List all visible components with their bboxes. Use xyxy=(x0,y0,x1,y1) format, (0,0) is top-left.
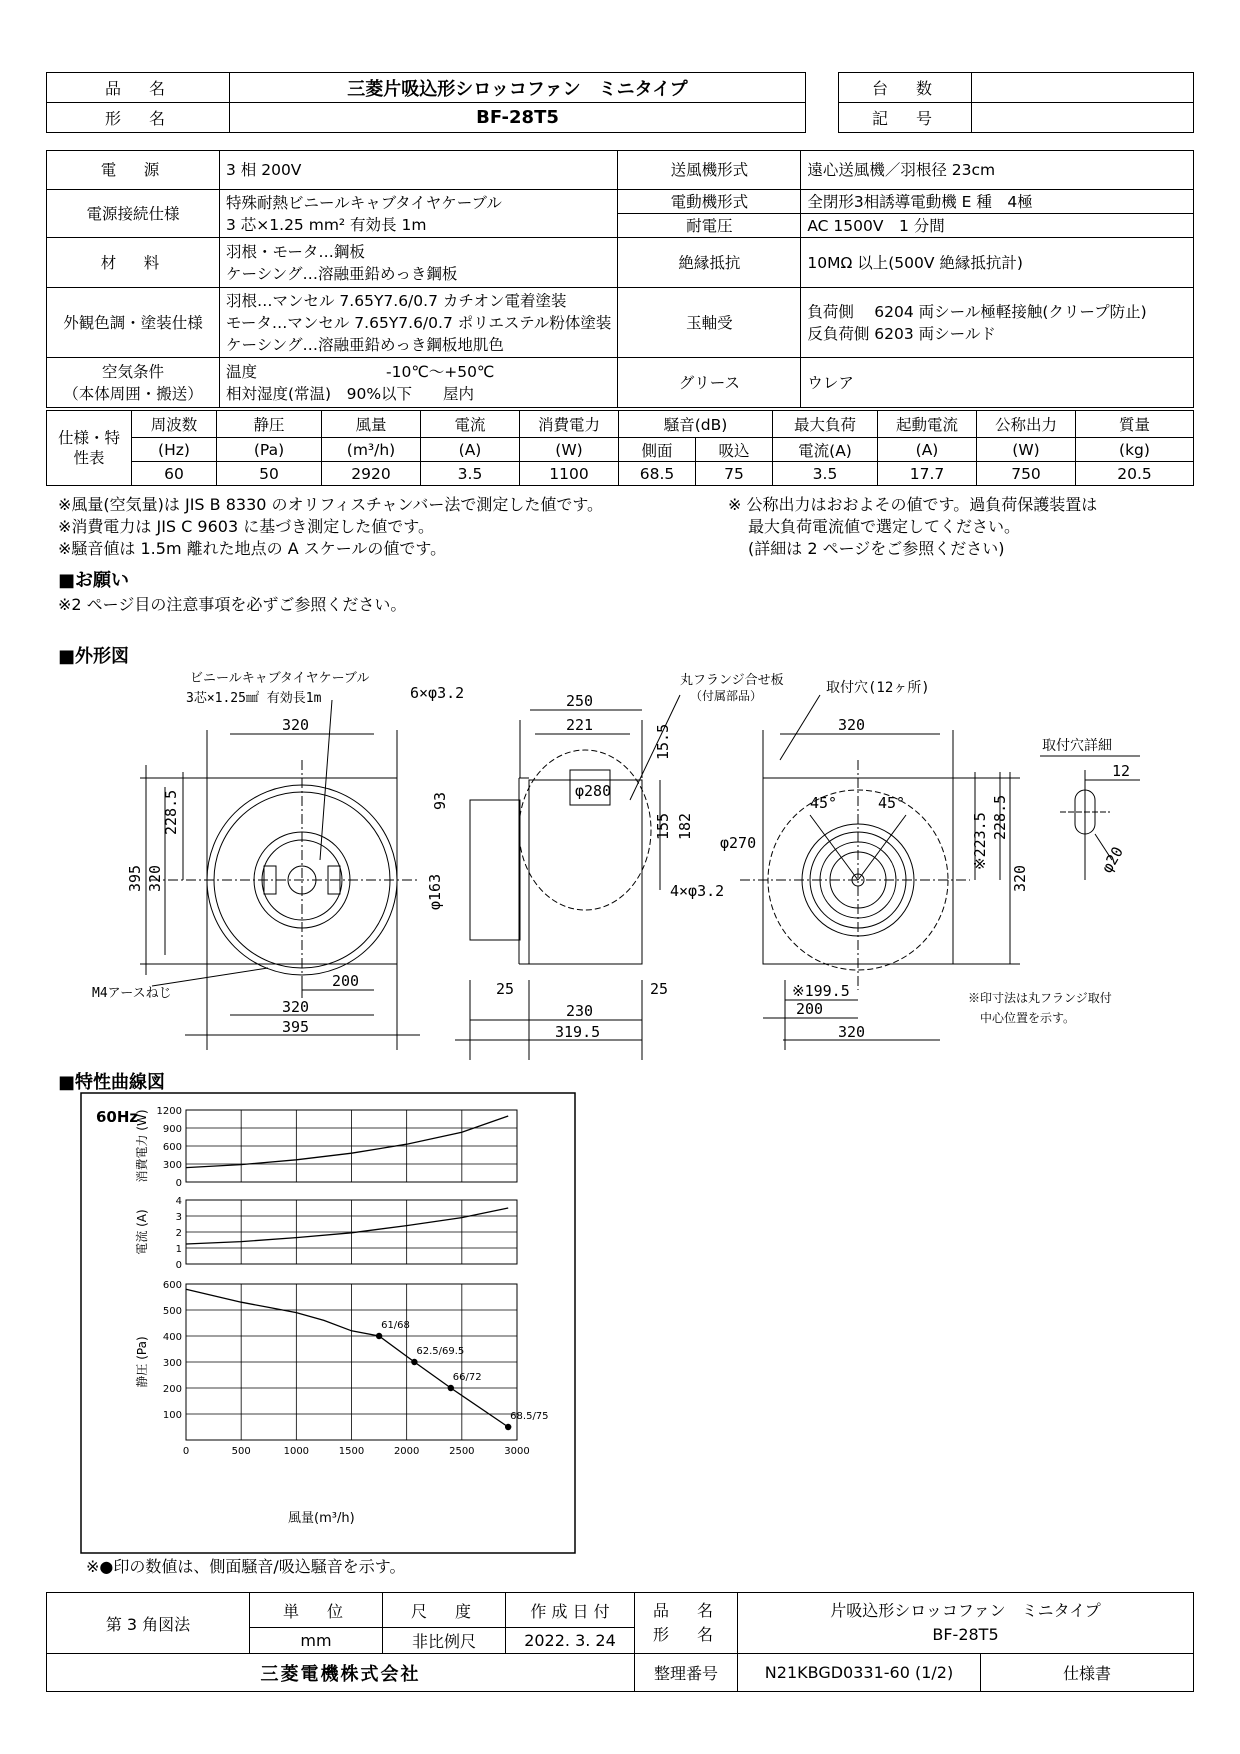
chart-panel-1-ytick: 2 xyxy=(175,1228,182,1239)
note-output-2: 最大負荷電流値で選定してください。 xyxy=(748,517,1021,536)
outline-drawing xyxy=(0,660,1240,1060)
characteristic-chart xyxy=(80,1092,576,1554)
perf-u-airflow: (m³/h) xyxy=(322,438,421,462)
flange-label-2: （付属部品） xyxy=(690,689,763,703)
perf-v-maxload: 3.5 xyxy=(773,462,878,486)
air-label-line1: 空気条件 xyxy=(101,362,164,381)
dim-back-228-5: 228.5 xyxy=(991,794,1009,840)
perf-u-output: (W) xyxy=(977,438,1076,462)
perf-v-pressure: 50 xyxy=(217,462,322,486)
insulation-label: 絶縁抵抗 xyxy=(618,238,801,288)
air-label-line2: （本体周囲・搬送） xyxy=(63,384,203,403)
finish-line2: モータ…マンセル 7.65Y7.6/0.7 ポリエステル粉体塗装 xyxy=(226,313,612,332)
footer-product-model: BF-28T5 xyxy=(932,1625,999,1644)
perf-v-output: 750 xyxy=(977,462,1076,486)
perf-u-maxload: 電流(A) xyxy=(773,438,878,462)
chart-panel-1-ytick: 4 xyxy=(175,1196,182,1207)
chart-panel-2-ytick: 400 xyxy=(162,1332,182,1343)
chart-xtick: 1000 xyxy=(283,1446,310,1457)
dim-back-45-right: 45° xyxy=(878,794,906,812)
dim-front-200: 200 xyxy=(332,972,360,990)
chart-panel-0-ylabel: 消費電力 (W) xyxy=(135,1109,149,1183)
date-value: 2022. 3. 24 xyxy=(506,1628,635,1654)
mount-holes-label: 取付穴(12ヶ所) xyxy=(826,680,930,696)
air-value-line1 xyxy=(226,361,611,383)
grease-label: グリース xyxy=(618,358,801,408)
dim-front-395-h: 395 xyxy=(282,1018,310,1036)
finish-value xyxy=(220,288,618,358)
cable-label-2: 3芯×1.25㎟ 有効長1m xyxy=(186,691,322,706)
dim-side-319-5: 319.5 xyxy=(555,1023,601,1041)
chart-panel-2-ytick: 500 xyxy=(162,1306,182,1317)
chart-xtick: 500 xyxy=(231,1446,251,1457)
chart-panel-1-ylabel: 電流 (A) xyxy=(135,1209,149,1255)
chart-panel-0-ytick: 600 xyxy=(162,1142,182,1153)
dim-front-228-5: 228.5 xyxy=(162,789,180,835)
perf-u-noise-intake: 吸込 xyxy=(696,438,773,462)
detail-label: 取付穴詳細 xyxy=(1042,738,1112,754)
perf-v-startcurrent: 17.7 xyxy=(878,462,977,486)
request-text: ※2 ページ目の注意事項を必ずご参照ください。 xyxy=(58,595,407,614)
dim-front-320-v: 320 xyxy=(146,864,164,892)
dim-front-320-bottom: 320 xyxy=(282,998,310,1016)
outline-title: ■外形図 xyxy=(58,646,130,667)
spec-table xyxy=(46,150,1194,408)
model-label: 形 名 xyxy=(47,103,230,133)
chart-panel-0-ytick: 900 xyxy=(162,1124,182,1135)
chart-xtick: 1500 xyxy=(338,1446,365,1457)
chart-xlabel: 風量(m³/h) xyxy=(288,1511,355,1526)
perf-h-current: 電流 xyxy=(421,411,520,438)
unit-value: mm xyxy=(250,1628,383,1654)
dim-back-223-5: ※223.5 xyxy=(971,812,989,870)
qty-value xyxy=(972,73,1194,103)
air-value-line2: 相対湿度(常温) 90%以下 屋内 xyxy=(226,384,475,403)
perf-v-power: 1100 xyxy=(520,462,619,486)
scale-value: 非比例尺 xyxy=(383,1628,506,1654)
dim-back-199-5: ※199.5 xyxy=(792,982,850,1000)
chart-panel-1-curve xyxy=(186,1208,508,1244)
perf-h-output: 公称出力 xyxy=(977,411,1076,438)
quantity-table xyxy=(838,72,1194,133)
chart-frame xyxy=(81,1093,575,1553)
chart-point-label: 66/72 xyxy=(452,1372,482,1383)
projection: 第 3 角図法 xyxy=(47,1593,250,1654)
fan-type-value: 遠心送風機／羽根径 23cm xyxy=(801,151,1194,190)
chart-panel-1-ytick: 1 xyxy=(175,1244,182,1255)
dim-side-250: 250 xyxy=(566,692,594,710)
request-title: ■お願い xyxy=(58,570,130,591)
dim-front-395-v: 395 xyxy=(126,864,144,892)
dim-holes-6: 6×φ3.2 xyxy=(410,684,465,702)
footer-name-model-labels xyxy=(635,1593,738,1654)
dim-back-200: 200 xyxy=(796,1000,824,1018)
dim-side-25-right: 25 xyxy=(650,980,669,998)
dim-side-163: φ163 xyxy=(426,873,444,910)
mark-label: 記 号 xyxy=(839,103,972,133)
ref-label: 整理番号 xyxy=(635,1654,738,1692)
perf-h-airflow: 風量 xyxy=(322,411,421,438)
chart-xtick: 2500 xyxy=(449,1446,475,1457)
insulation-value: 10MΩ 以上(500V 絶縁抵抗計) xyxy=(801,238,1194,288)
conn-value-line1: 特殊耐熱ビニールキャブタイヤケーブル xyxy=(226,193,502,212)
chart-panel-1-ytick: 0 xyxy=(175,1260,182,1271)
bearing-value xyxy=(801,288,1194,358)
finish-line3: ケーシング…溶融亜鉛めっき鋼板地肌色 xyxy=(226,335,504,354)
motor-label: 電動機形式 xyxy=(618,190,801,214)
bearing-label: 玉軸受 xyxy=(618,288,801,358)
air-value xyxy=(220,358,618,408)
dim-side-93: 93 xyxy=(431,791,449,810)
perf-h-noise: 騒音(dB) xyxy=(619,411,773,438)
chart-panel-2-ytick: 600 xyxy=(162,1280,182,1291)
chart-panel-0-ytick: 1200 xyxy=(156,1106,182,1117)
perf-u-pressure: (Pa) xyxy=(217,438,322,462)
curve-title: ■特性曲線図 xyxy=(58,1072,166,1093)
material-line1: 羽根・モータ…鋼板 xyxy=(226,242,365,261)
chart-panel-1-ytick: 3 xyxy=(175,1212,182,1223)
chart-panel-2-ytick: 100 xyxy=(162,1410,182,1421)
fan-type-label: 送風機形式 xyxy=(618,151,801,190)
perf-row-label: 仕様・特性表 xyxy=(47,411,132,486)
material-line2: ケーシング…溶融亜鉛めっき鋼板 xyxy=(226,264,458,283)
perf-v-freq: 60 xyxy=(132,462,217,486)
ref-number: N21KBGD0331-60 (1/2) xyxy=(738,1654,981,1692)
perf-u-noise-side: 側面 xyxy=(619,438,696,462)
date-label: 作 成 日 付 xyxy=(506,1593,635,1628)
chart-frequency-label: 60Hz xyxy=(96,1108,139,1126)
footer-table xyxy=(46,1592,1194,1692)
dim-back-320-v: 320 xyxy=(1011,864,1029,892)
withstand-label: 耐電圧 xyxy=(618,214,801,238)
curve-note: ※●印の数値は、側面騒音/吸込騒音を示す。 xyxy=(86,1557,406,1576)
finish-label: 外観色調・塗装仕様 xyxy=(47,288,220,358)
conn-value-line2: 3 芯×1.25 mm² 有効長 1m xyxy=(226,215,427,234)
material-value xyxy=(220,238,618,288)
dim-side-15-5: 15.5 xyxy=(654,723,672,760)
dim-side-230: 230 xyxy=(566,1002,594,1020)
dim-front-320-top: 320 xyxy=(282,716,310,734)
scale-label: 尺 度 xyxy=(383,1593,506,1628)
chart-point xyxy=(411,1359,417,1365)
perf-h-pressure: 静圧 xyxy=(217,411,322,438)
unit-label: 単 位 xyxy=(250,1593,383,1628)
power-value: 3 相 200V xyxy=(220,151,618,190)
chart-panel-0-ytick: 300 xyxy=(162,1160,182,1171)
model-number: BF-28T5 xyxy=(230,103,806,133)
dim-back-320-top: 320 xyxy=(838,716,866,734)
chart-panel-0-ytick: 0 xyxy=(175,1178,182,1189)
dim-side-221: 221 xyxy=(566,716,594,734)
perf-h-startcurrent: 起動電流 xyxy=(878,411,977,438)
earth-screw-label: M4アースねじ xyxy=(92,986,172,1001)
flange-label-1: 丸フランジ合せ板 xyxy=(680,673,784,688)
bearing-line2: 反負荷側 6203 両シールド xyxy=(807,324,996,343)
chart-point xyxy=(376,1333,382,1339)
withstand-value: AC 1500V 1 分間 xyxy=(801,214,1194,238)
perf-h-mass: 質量 xyxy=(1076,411,1194,438)
power-label: 電 源 xyxy=(47,151,220,190)
note-power: ※消費電力は JIS C 9603 に基づき測定した値です。 xyxy=(58,517,434,536)
motor-value: 全閉形3相誘導電動機 E 種 4極 xyxy=(801,190,1194,214)
mark-note-2: 中心位置を示す。 xyxy=(980,1011,1076,1025)
air-label xyxy=(47,358,220,408)
cable-label-1: ビニールキャブタイヤケーブル xyxy=(190,671,370,686)
perf-v-noise-intake: 75 xyxy=(696,462,773,486)
chart-point-label: 68.5/75 xyxy=(510,1411,549,1422)
chart-point-label: 61/68 xyxy=(381,1320,410,1331)
perf-v-current: 3.5 xyxy=(421,462,520,486)
mark-note-1: ※印寸法は丸フランジ取付 xyxy=(968,991,1112,1005)
footer-model-label: 形 名 xyxy=(652,1625,719,1644)
air-temp-label: 温度 xyxy=(226,362,258,381)
dim-side-25-left: 25 xyxy=(496,980,515,998)
header-table xyxy=(46,72,806,133)
conn-label: 電源接続仕様 xyxy=(47,190,220,238)
perf-h-power: 消費電力 xyxy=(520,411,619,438)
dim-back-holes-4: 4×φ3.2 xyxy=(670,882,725,900)
chart-panel-2-ylabel: 静圧 (Pa) xyxy=(135,1336,149,1388)
side-view-casing xyxy=(529,780,642,964)
note-output-3: (詳細は 2 ページをご参照ください) xyxy=(748,539,1005,558)
footer-product-name: 片吸込形シロッコファン ミニタイプ xyxy=(830,1601,1101,1620)
dim-detail-20: φ20 xyxy=(1097,843,1128,876)
chart-point xyxy=(505,1424,511,1430)
perf-u-startcurrent: (A) xyxy=(878,438,977,462)
grease-value: ウレア xyxy=(801,358,1194,408)
air-temp-range: -10℃～+50℃ xyxy=(386,362,495,381)
dim-back-320-bottom: 320 xyxy=(838,1023,866,1041)
bearing-line1: 負荷側 6204 両シール極軽接触(クリープ防止) xyxy=(807,302,1147,321)
side-view-motor xyxy=(470,800,520,940)
chart-xtick: 0 xyxy=(182,1446,190,1457)
dim-back-270: φ270 xyxy=(720,834,757,852)
footer-product xyxy=(738,1593,1194,1654)
chart-point xyxy=(448,1385,454,1391)
perf-h-freq: 周波数 xyxy=(132,411,217,438)
mark-value xyxy=(972,103,1194,133)
product-name: 三菱片吸込形シロッコファン ミニタイプ xyxy=(230,73,806,103)
doc-type: 仕様書 xyxy=(981,1654,1194,1692)
note-airflow: ※風量(空気量)は JIS B 8330 のオリフィスチャンバー法で測定した値です。 xyxy=(58,495,604,514)
performance-table xyxy=(46,410,1194,486)
note-output-1: ※ 公称出力はおおよその値です。過負荷保護装置は xyxy=(728,495,1098,514)
footer-name-label: 品 名 xyxy=(652,1601,719,1620)
finish-line1: 羽根…マンセル 7.65Y7.6/0.7 カチオン電着塗装 xyxy=(226,291,567,310)
qty-label: 台 数 xyxy=(839,73,972,103)
chart-panel-2-ytick: 200 xyxy=(162,1384,182,1395)
conn-value xyxy=(220,190,618,238)
dim-detail-12: 12 xyxy=(1112,762,1131,780)
chart-panel-2-ytick: 300 xyxy=(162,1358,182,1369)
perf-v-mass: 20.5 xyxy=(1076,462,1194,486)
name-label: 品 名 xyxy=(47,73,230,103)
dim-back-45-left: 45° xyxy=(810,794,838,812)
dim-side-280: φ280 xyxy=(575,782,612,800)
perf-v-airflow: 2920 xyxy=(322,462,421,486)
perf-v-noise-side: 68.5 xyxy=(619,462,696,486)
material-label: 材 料 xyxy=(47,238,220,288)
chart-xtick: 2000 xyxy=(393,1446,420,1457)
perf-u-current: (A) xyxy=(421,438,520,462)
dim-side-155: 155 xyxy=(654,812,672,840)
company-name: 三菱電機株式会社 xyxy=(47,1654,635,1692)
chart-xtick: 3000 xyxy=(504,1446,530,1457)
note-noise: ※騒音値は 1.5m 離れた地点の A スケールの値です。 xyxy=(58,539,447,558)
perf-h-maxload: 最大負荷 xyxy=(773,411,878,438)
perf-u-power: (W) xyxy=(520,438,619,462)
chart-point-label: 62.5/69.5 xyxy=(416,1346,465,1357)
perf-u-freq: (Hz) xyxy=(132,438,217,462)
chart-panel-0-curve xyxy=(186,1116,508,1168)
dim-side-182: 182 xyxy=(676,812,694,840)
perf-u-mass: (kg) xyxy=(1076,438,1194,462)
